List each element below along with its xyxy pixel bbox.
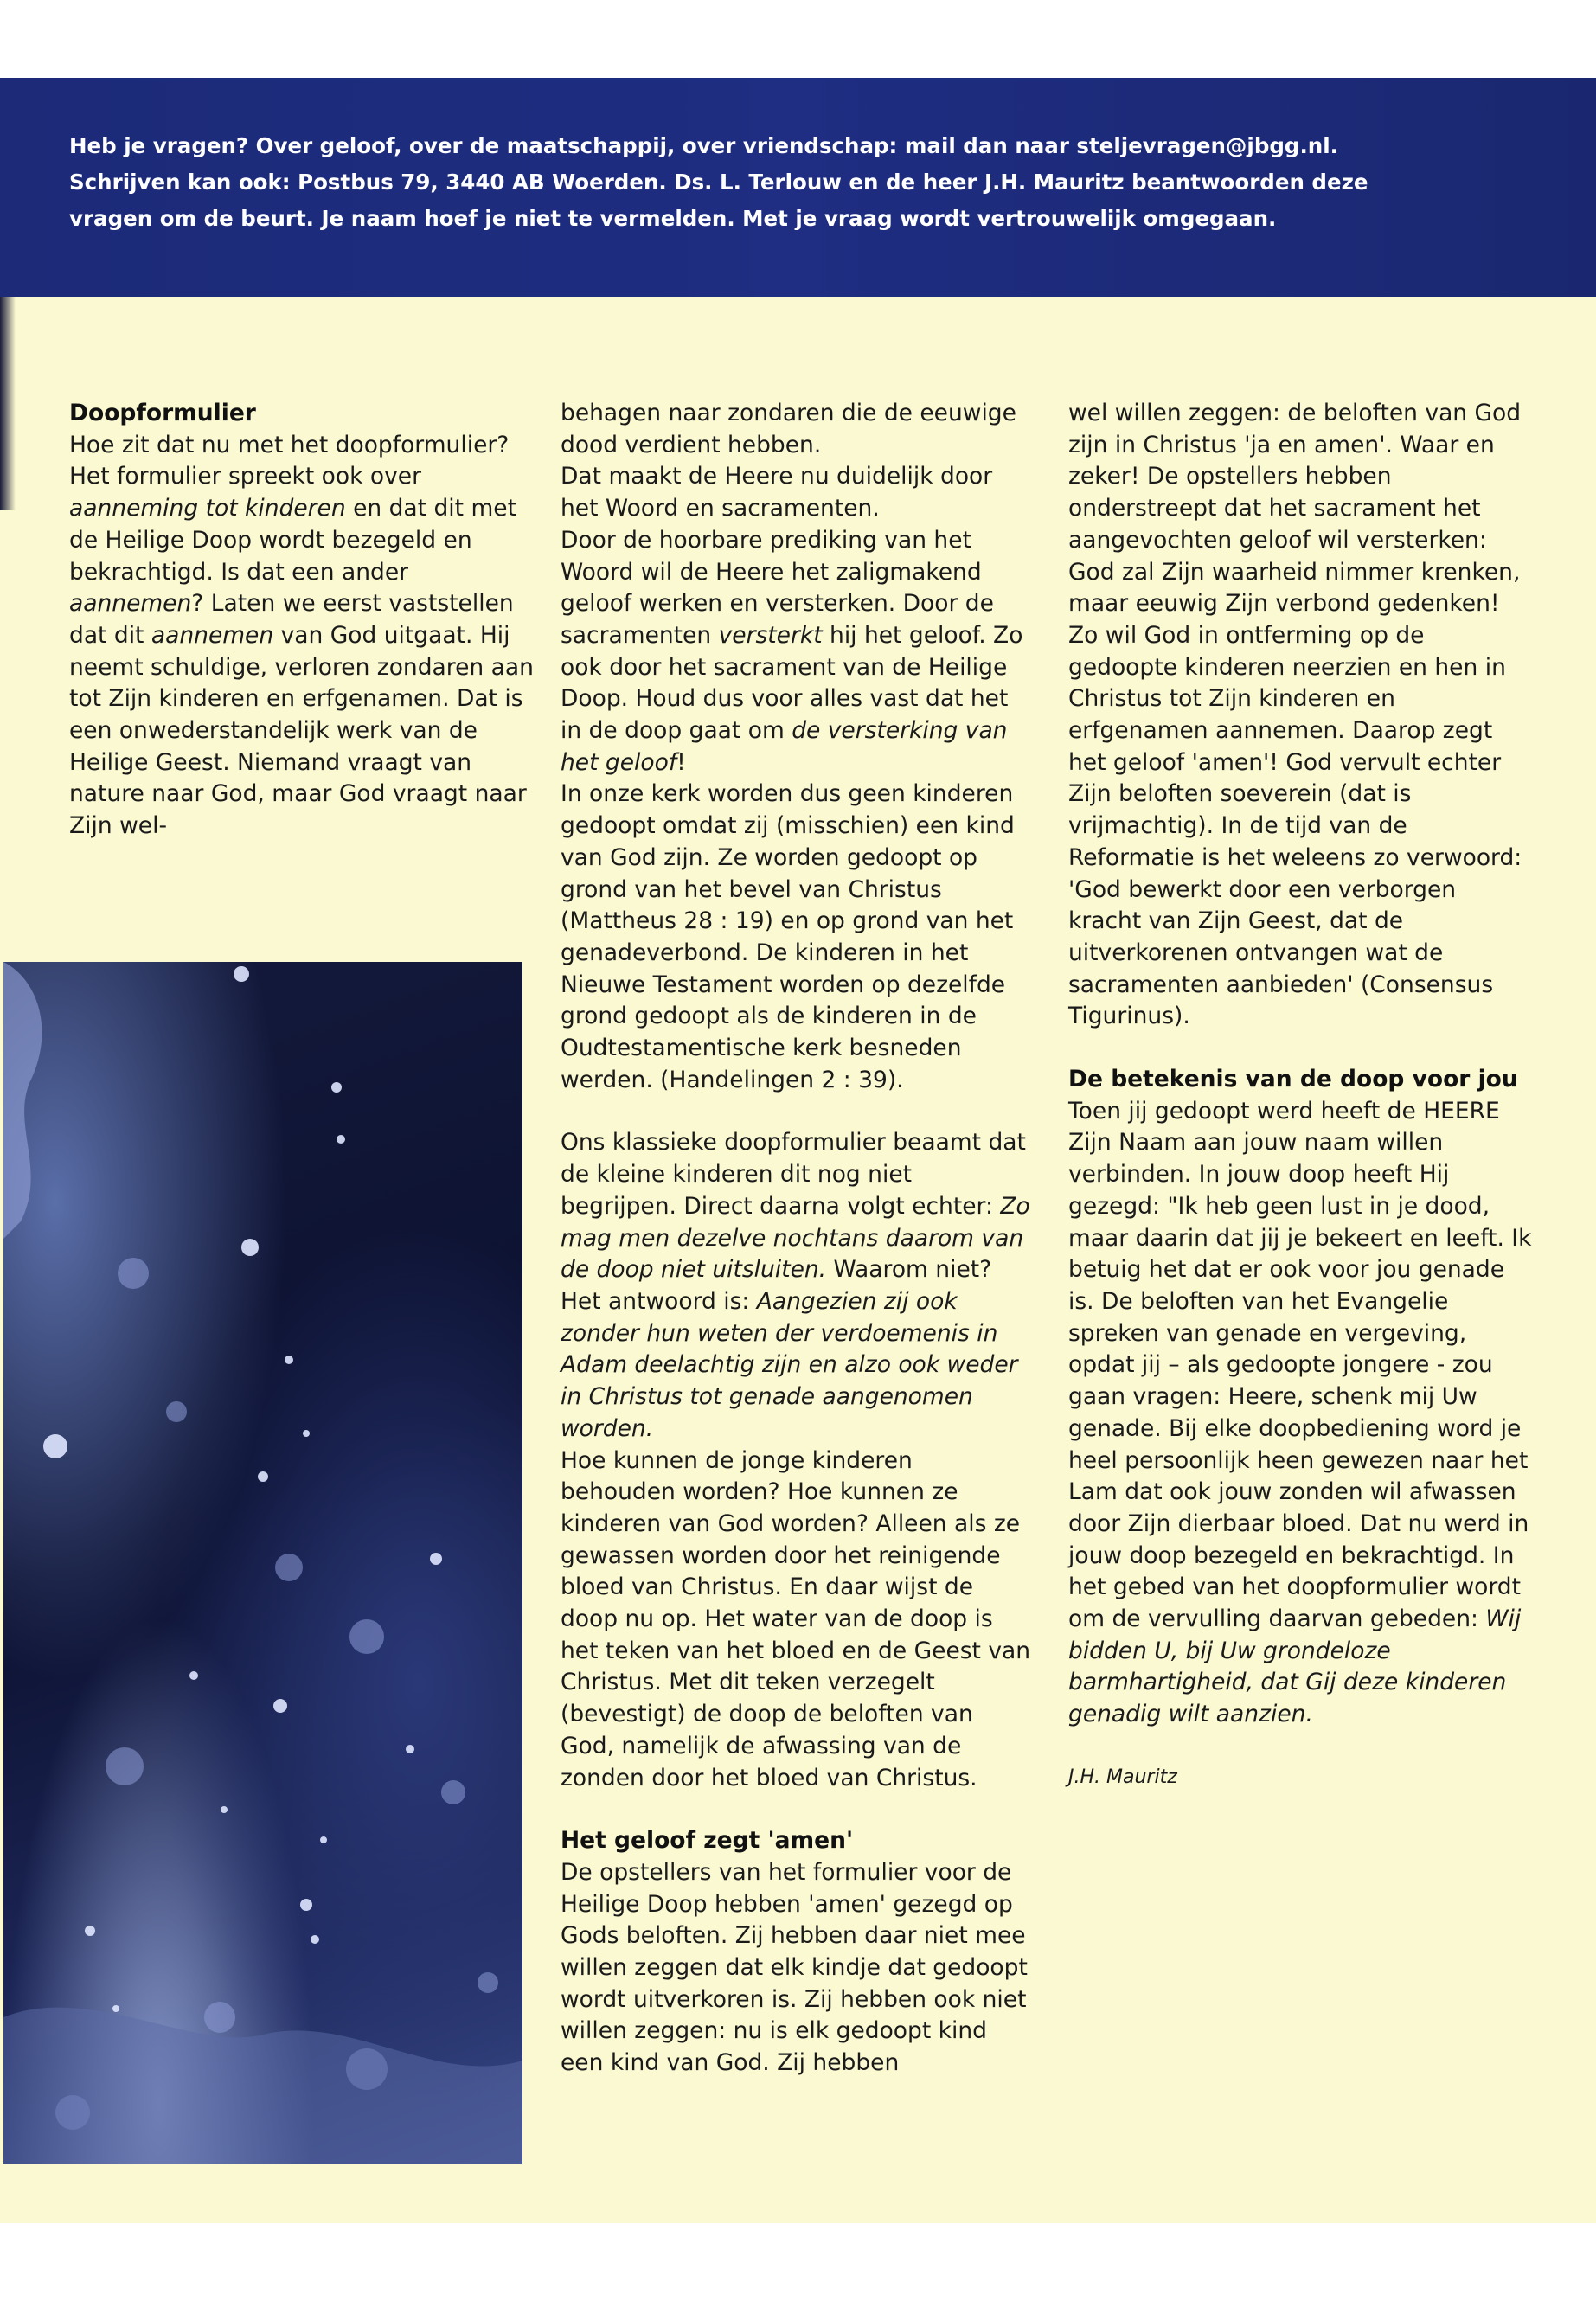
paragraph: Hoe kunnen de jonge kinderen behouden worden? Hoe kunnen ze kinderen van God worden? Alleen als ze gewassen worden door het reinigende bloed van Christus. En daar wijst de doop nu op. Het water van de doop is het teken van het bloed en de Geest van Christus. Met dit teken verzegelt (bevestigt) de doop de beloften van God, namelijk de afwassing van de zonden door het bloed van Christus. xyxy=(561,1446,1031,1791)
section-heading: Doopformulier xyxy=(69,400,256,426)
author-signature: J.H. Mauritz xyxy=(1068,1766,1177,1788)
paragraph: Toen jij gedoopt werd heeft de HEERE Zijn Naam aan jouw naam willen verbinden. In jouw doop heeft Hij gezegd: "Ik heb geen lust in je dood, maar daarin dat jij je bekeert en leeft. Ik betuig het dat er ook voor jou genade is. De beloften van het Evangelie spreken van genade en vergeving, opdat jij – als gedoopte jongere - zou gaan vragen: Heere, schenk mij Uw genade. Bij elke doopbediening word je heel persoonlijk heen gewezen naar het Lam dat ook jouw zonden wil afwassen door Zijn dierbaar bloed. Dat nu werd in jouw doop bezegeld en bekrachtigd. In het gebed van het doopformulier wordt om de vervulling daarvan gebeden: Wij bidden U, bij Uw grondeloze barmhartigheid, dat Gij deze kinderen genadig wilt aanzien. xyxy=(1068,1097,1532,1728)
water-droplets-graphic xyxy=(3,962,522,2164)
paragraph: wel willen zeggen: de beloften van God zijn in Christus 'ja en amen'. Waar en zeker! De opstellers hebben onderstreept dat het sacrament het aangevochten geloof wil versterken: God zal Zijn waarheid nimmer krenken, maar eeuwig Zijn verbond gedenken! Zo wil God in ontferming op de gedoopte kinderen neerzien en hen in Christus tot Zijn kinderen en erfgenamen aannemen. Daarop zegt het geloof 'amen'! God vervult echter Zijn beloften soeverein (dat is vrijmachtig). In de tijd van de Reformatie is het weleens zo verwoord: 'God bewerkt door een verborgen kracht van Zijn Geest, dat de uitverkorenen ontvangen wat de sacramenten aanbieden' (Consensus Tigurinus). xyxy=(1068,400,1522,1030)
paragraph: In onze kerk worden dus geen kinderen gedoopt omdat zij (misschien) een kind van God zijn. Ze worden gedoopt op grond van het bevel van Christus (Mattheus 28 : 19) en op grond van het genadeverbond. De kinderen in het Nieuwe Testament worden op dezelfde grond gedoopt als de kinderen in de Oudtestamentische kerk besneden werden. (Handelingen 2 : 39). xyxy=(561,780,1015,1093)
article-column-2 xyxy=(561,398,1032,2080)
water-splash-photo xyxy=(3,962,522,2164)
article-column-1 xyxy=(69,398,536,843)
banner-line: Heb je vragen? Over geloof, over de maatschappij, over vriendschap: mail dan naar steljevragen@jbgg.nl. xyxy=(69,133,1338,158)
question-banner xyxy=(0,78,1596,297)
paragraph: behagen naar zondaren die de eeuwige dood verdient hebben. xyxy=(561,400,1016,458)
banner-line: vragen om de beurt. Je naam hoef je niet te vermelden. Met je vraag wordt vertrouwelijk omgegaan. xyxy=(69,206,1277,231)
section-heading: Het geloof zegt 'amen' xyxy=(561,1827,854,1855)
section-heading: De betekenis van de doop voor jou xyxy=(1068,1066,1518,1093)
paragraph: Dat maakt de Heere nu duidelijk door het Woord en sacramenten. xyxy=(561,463,993,522)
paragraph: De opstellers van het formulier voor de Heilige Doop hebben 'amen' gezegd op Gods beloften. Zij hebben daar niet mee willen zeggen dat elk kindje dat gedoopt wordt uitverkoren is. Zij hebben ook niet willen zeggen: nu is elk gedoopt kind een kind van God. Zij hebben xyxy=(561,1858,1028,2077)
paragraph: Ons klassieke doopformulier beaamt dat de kleine kinderen dit nog niet begrijpen. Direct daarna volgt echter: Zo mag men dezelve nochtans daarom van de doop niet uitsluiten. Waarom niet? Het antwoord is: Aangezien zij ook zonder hun weten der verdoemenis in Adam deelachtig zijn en alzo ook weder in Christus tot genade aangenomen worden. xyxy=(561,1129,1030,1442)
paragraph: Door de hoorbare prediking van het Woord wil de Heere het zaligmakend geloof werken en versterken. Door de sacramenten versterkt hij het geloof. Zo ook door het sacrament van de Heilige Doop. Houd dus voor alles vast dat het in de doop gaat om de versterking van het geloof! xyxy=(561,526,1023,776)
banner-line: Schrijven kan ook: Postbus 79, 3440 AB Woerden. Ds. L. Terlouw en de heer J.H. Mauritz beantwoorden deze xyxy=(69,170,1368,195)
article-column-3 xyxy=(1068,398,1535,1794)
paragraph: Hoe zit dat nu met het doopformulier? Het formulier spreekt ook over aanneming tot kinderen en dat dit met de Heilige Doop wordt bezegeld en bekrachtigd. Is dat een ander aannemen? Laten we eerst vaststellen dat dit aannemen van God uitgaat. Hij neemt schuldige, verloren zondaren aan tot Zijn kinderen en erfgenamen. Dat is een onwederstandelijk werk van de Heilige Geest. Niemand vraagt van nature naar God, maar God vraagt naar Zijn wel- xyxy=(69,431,534,840)
